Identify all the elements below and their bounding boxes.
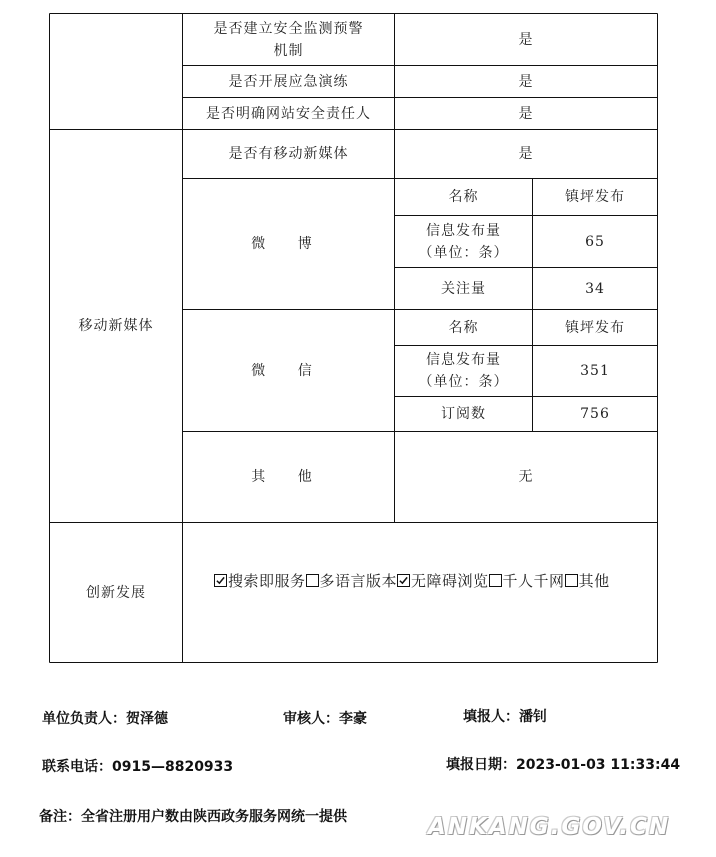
has-mobile-value: 是	[518, 146, 534, 162]
site-watermark: ANKANG.GOV.CN	[428, 814, 671, 840]
emergency-drill-value: 是	[518, 73, 534, 90]
wechat-subscribers-label: 订阅数	[441, 406, 486, 422]
checkbox-checked-icon[interactable]	[214, 574, 227, 587]
has-mobile-label: 是否有移动新媒体	[228, 146, 349, 162]
weibo-followers-value: 34	[585, 280, 605, 297]
option-multilingual[interactable]: 多语言版本	[306, 570, 398, 591]
weibo-followers-label: 关注量	[441, 280, 486, 297]
security-officer-label: 是否明确网站安全责任人	[206, 105, 371, 122]
wechat-posts-label: 信息发布量 （单位：条）	[418, 352, 509, 390]
footnote: 备注：全省注册用户数由陕西政务服务网统一提供	[39, 809, 347, 825]
mobile-section-title: 移动新媒体	[78, 318, 154, 334]
innovation-title: 创新发展	[86, 584, 146, 601]
option-personalized[interactable]: 千人千网	[489, 570, 565, 591]
wechat-label: 微 信	[251, 362, 326, 379]
weibo-label: 微 博	[251, 236, 326, 252]
fill-date: 填报日期：2023-01-03 11:33:44	[446, 757, 681, 773]
wechat-name-value: 镇坪发布	[565, 319, 625, 336]
option-search-service[interactable]: 搜索即服务	[214, 570, 306, 591]
option-other[interactable]: 其他	[565, 570, 610, 591]
innovation-options	[214, 568, 610, 592]
weibo-posts-value: 65	[585, 233, 605, 250]
contact-phone: 联系电话：0915—8820933	[42, 759, 234, 775]
other-label: 其 他	[251, 469, 326, 485]
security-monitoring-value: 是	[518, 31, 534, 48]
option-accessibility[interactable]: 无障碍浏览	[397, 570, 489, 591]
wechat-subscribers-value: 756	[580, 406, 610, 422]
security-officer-value: 是	[518, 105, 534, 122]
wechat-name-header: 名称	[448, 319, 479, 336]
weibo-name-value: 镇坪发布	[565, 189, 625, 205]
emergency-drill-label: 是否开展应急演练	[228, 73, 349, 90]
checkbox-unchecked-icon[interactable]	[565, 574, 578, 587]
other-value: 无	[518, 469, 534, 485]
wechat-posts-value: 351	[580, 363, 610, 379]
unit-head: 单位负责人：贺泽德	[42, 711, 168, 727]
filler: 填报人：潘钊	[463, 709, 547, 725]
security-monitoring-label: 是否建立安全监测预警 机制	[213, 20, 364, 59]
checkbox-checked-icon[interactable]	[397, 574, 410, 587]
checkbox-unchecked-icon[interactable]	[489, 574, 502, 587]
checkbox-unchecked-icon[interactable]	[306, 574, 319, 587]
weibo-name-header: 名称	[448, 189, 479, 205]
weibo-posts-label: 信息发布量 （单位：条）	[418, 222, 509, 261]
reviewer: 审核人：李豪	[283, 711, 367, 727]
